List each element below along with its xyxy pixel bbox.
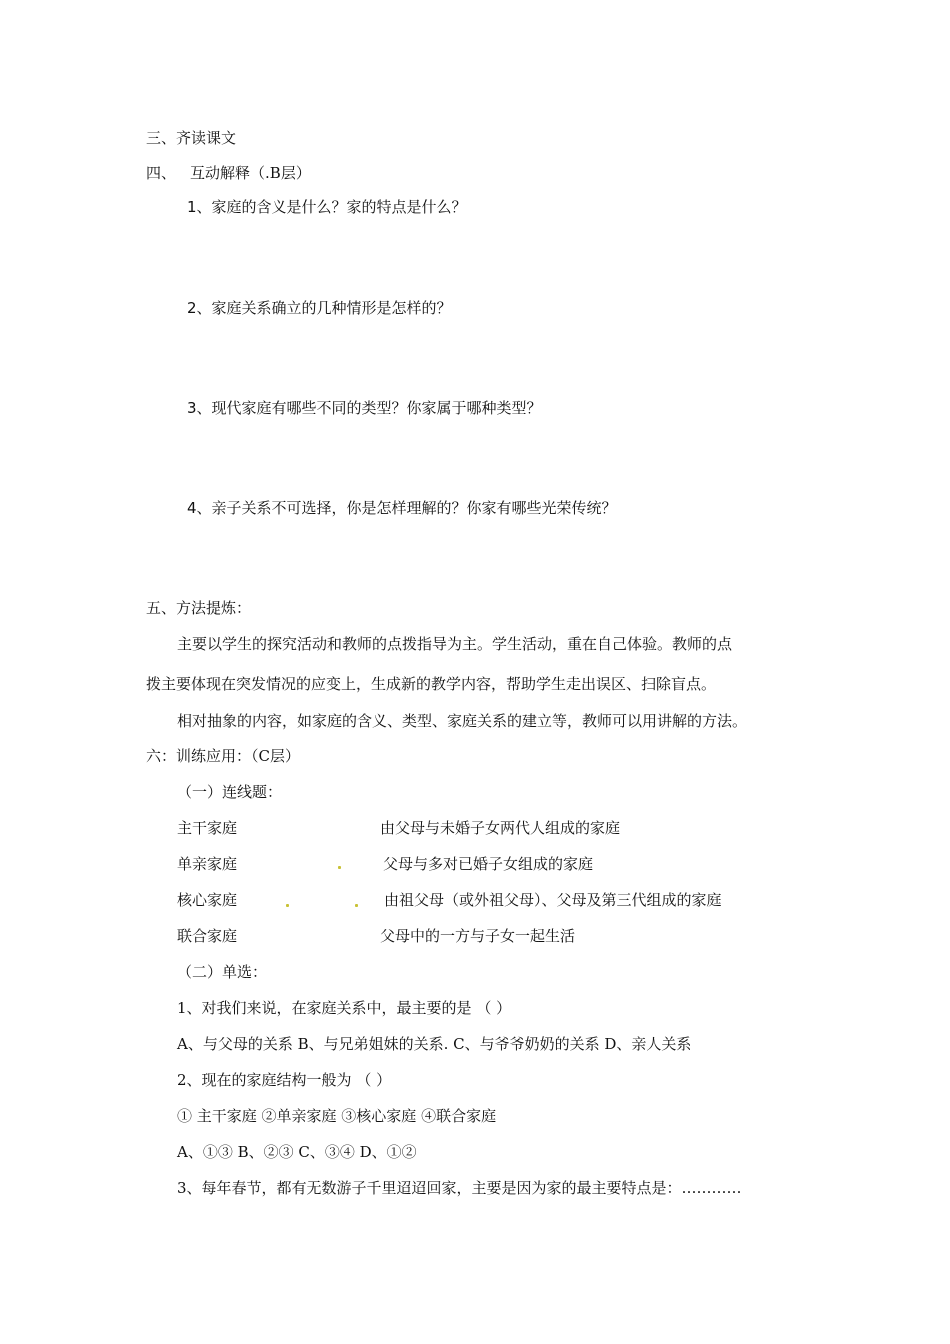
stray-dot (286, 904, 289, 907)
match-left-3: 核心家庭 (177, 891, 238, 909)
matching-subheading: （一）连线题： (177, 783, 283, 801)
mc-question-1: 1、对我们来说，在家庭关系中，最主要的是 （ ） (177, 999, 512, 1017)
match-right-4: 父母中的一方与子女一起生活 (380, 927, 576, 945)
match-left-1: 主干家庭 (177, 819, 238, 837)
section-4-title: 互动解释（ (190, 164, 266, 182)
mc-question-3: 3、每年春节，都有无数游子千里迢迢回家，主要是因为家的最主要特点是：………… (177, 1179, 742, 1197)
section-5-heading: 五、方法提炼： (146, 599, 252, 617)
section-6-heading: 六：训练应用：（C层） (146, 747, 300, 765)
mc-question-2: 2、现在的家庭结构一般为 （ ） (177, 1071, 392, 1089)
match-right-1: 由父母与未婚子女两代人组成的家庭 (380, 819, 621, 837)
section-4-number: 四、 (146, 164, 177, 182)
question-1: 1、家庭的含义是什么？家的特点是什么？ (187, 198, 467, 216)
mc-question-1-options: A、与父母的关系 B、与兄弟姐妹的关系. C、与爷爷奶奶的关系 D、亲人关系 (177, 1035, 692, 1053)
mc-question-2-items: ① 主干家庭 ②单亲家庭 ③核心家庭 ④联合家庭 (177, 1107, 497, 1125)
single-choice-subheading: （二）单选： (177, 963, 268, 981)
stray-dot (338, 866, 341, 869)
match-right-2: 父母与多对已婚子女组成的家庭 (383, 855, 594, 873)
question-3: 3、现代家庭有哪些不同的类型？你家属于哪种类型？ (187, 399, 542, 417)
section-4-tag: .B层） (265, 164, 311, 182)
method-paragraph-1a: 主要以学生的探究活动和教师的点拨指导为主。学生活动，重在自己体验。教师的点 (177, 635, 733, 653)
section-3-heading: 三、齐读课文 (146, 129, 237, 147)
question-2: 2、家庭关系确立的几种情形是怎样的？ (187, 299, 452, 317)
stray-dot (355, 904, 358, 907)
mc-question-2-options: A、①③ B、②③ C、③④ D、①② (177, 1143, 417, 1161)
method-paragraph-2: 相对抽象的内容，如家庭的含义、类型、家庭关系的建立等，教师可以用讲解的方法。 (177, 712, 748, 730)
match-left-2: 单亲家庭 (177, 855, 238, 873)
match-left-4: 联合家庭 (177, 927, 238, 945)
method-paragraph-1b: 拨主要体现在突发情况的应变上，生成新的教学内容，帮助学生走出误区、扫除盲点。 (146, 675, 717, 693)
section-4-heading (146, 163, 311, 183)
match-right-3: 由祖父母（或外祖父母）、父母及第三代组成的家庭 (384, 891, 722, 909)
question-4: 4、亲子关系不可选择，你是怎样理解的？你家有哪些光荣传统？ (187, 499, 617, 517)
